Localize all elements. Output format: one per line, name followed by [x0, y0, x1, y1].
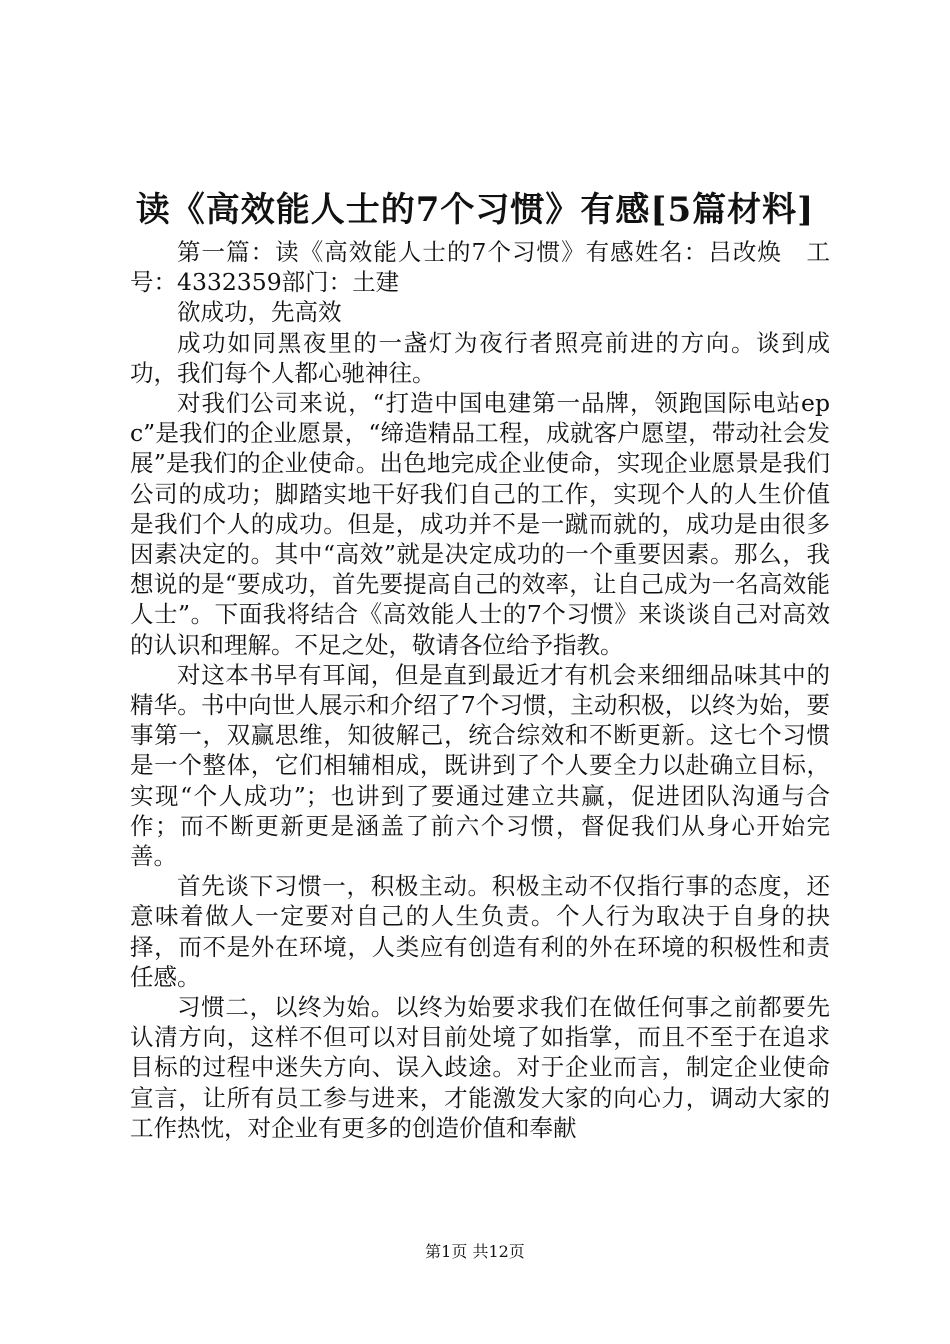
document-title: 读《高效能人士的7个习惯》有感[5篇材料]: [135, 190, 815, 230]
document-body: [130, 237, 830, 1143]
paragraph-header-info: 第一篇：读《高效能人士的7个习惯》有感姓名：吕改焕 工号：4332359部门：土建: [130, 238, 830, 297]
paragraph-company: 对我们公司来说，“打造中国电建第一品牌，领跑国际电站epc”是我们的企业愿景，“缔造精品工程，成就客户愿望，带动社会发展”是我们的企业使命。出色地完成企业使命，实现企业愿景是我们公司的成功；脚踏实地干好我们自己的工作，实现个人的人生价值是我们个人的成功。但是，成功并不是一蹴而就的，成功是由很多因素决定的。其中“高效”就是决定成功的一个重要因素。那么，我想说的是“要成功，首先要提高自己的效率，让自己成为一名高效能人士”。下面我将结合《高效能人士的7个习惯》来谈谈自己对高效的认识和理解。不足之处，敬请各位给予指教。: [130, 389, 830, 659]
paragraph-subtitle: 欲成功，先高效: [177, 298, 342, 327]
paragraph-habit-two: 习惯二，以终为始。以终为始要求我们在做任何事之前都要先认清方向，这样不但可以对目前处境了如指掌，而且不至于在追求目标的过程中迷失方向、误入歧途。对于企业而言，制定企业使命宣言，让所有员工参与进来，才能激发大家的向心力，调动大家的工作热忱，对企业有更多的创造价值和奉献: [130, 993, 830, 1142]
paragraph-habit-one: 首先谈下习惯一，积极主动。积极主动不仅指行事的态度，还意味着做人一定要对自己的人生负责。个人行为取决于自身的抉择，而不是外在环境，人类应有创造有利的外在环境的积极性和责任感。: [130, 872, 830, 991]
paragraph-intro: 成功如同黑夜里的一盏灯为夜行者照亮前进的方向。谈到成功，我们每个人都心驰神往。: [130, 328, 830, 387]
page-footer: 第1页 共12页: [425, 1242, 525, 1261]
paragraph-book-overview: 对这本书早有耳闻，但是直到最近才有机会来细细品味其中的精华。书中向世人展示和介绍了7个习惯，主动积极，以终为始，要事第一，双赢思维，知彼解己，统合综效和不断更新。这七个习惯是一个整体，它们相辅相成，既讲到了个人要全力以赴确立目标，实现“个人成功”；也讲到了要通过建立共赢，促进团队沟通与合作；而不断更新更是涵盖了前六个习惯，督促我们从身心开始完善。: [130, 660, 830, 871]
